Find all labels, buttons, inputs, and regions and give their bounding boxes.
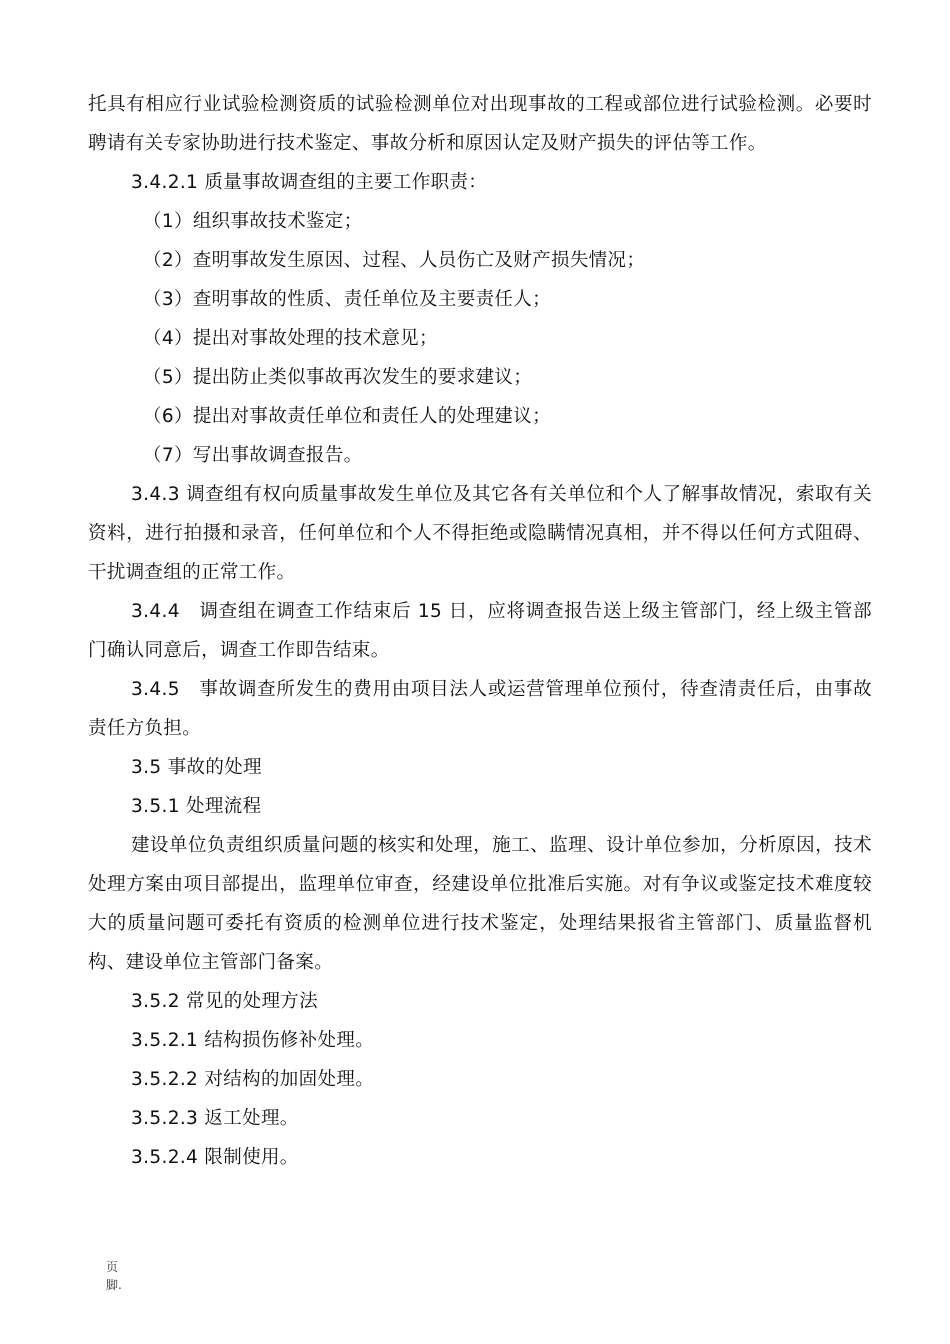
duty-item-7: （7）写出事故调查报告。 bbox=[143, 445, 363, 466]
section-3-5-2-2: 3.5.2.2 对结构的加固处理。 bbox=[131, 1069, 375, 1090]
section-3-5-2-1: 3.5.2.1 结构损伤修补处理。 bbox=[131, 1030, 375, 1051]
section-3-4-3: 3.4.3 调查组有权向质量事故发生单位及其它各有关单位和个人了解事故情况，索取有关资料，进行拍摄和录音，任何单位和个人不得拒绝或隐瞒情况真相，并不得以任何方式阻碍、干扰调查组的正常工作。 bbox=[88, 484, 872, 583]
section-3-5-1-heading: 3.5.1 处理流程 bbox=[131, 796, 262, 817]
section-3-4-4: 3.4.4 调查组在调查工作结束后 15 日，应将调查报告送上级主管部门，经上级主管部门确认同意后，调查工作即告结束。 bbox=[88, 601, 872, 661]
document-body bbox=[88, 85, 872, 1177]
duty-item-6: （6）提出对事故责任单位和责任人的处理建议； bbox=[143, 406, 551, 427]
duty-item-3: （3）查明事故的性质、责任单位及主要责任人； bbox=[143, 289, 551, 310]
section-3-5-2-3: 3.5.2.3 返工处理。 bbox=[131, 1108, 299, 1129]
duty-item-1: （1）组织事故技术鉴定； bbox=[143, 211, 363, 232]
section-3-5-2-heading: 3.5.2 常见的处理方法 bbox=[131, 991, 319, 1012]
footer-line-2: 脚. bbox=[106, 1278, 122, 1292]
footer-line-1: 页 bbox=[106, 1260, 119, 1274]
paragraph-continuation: 托具有相应行业试验检测资质的试验检测单位对出现事故的工程或部位进行试验检测。必要时聘请有关专家协助进行技术鉴定、事故分析和原因认定及财产损失的评估等工作。 bbox=[88, 94, 872, 154]
section-3-4-5: 3.4.5 事故调查所发生的费用由项目法人或运营管理单位预付，待查清责任后，由事故责任方负担。 bbox=[88, 679, 872, 739]
section-3-5-2-4: 3.5.2.4 限制使用。 bbox=[131, 1147, 299, 1168]
section-3-5-1-body: 建设单位负责组织质量问题的核实和处理，施工、监理、设计单位参加，分析原因，技术处理方案由项目部提出，监理单位审查，经建设单位批准后实施。对有争议或鉴定技术难度较大的质量问题可委托有资质的检测单位进行技术鉴定，处理结果报省主管部门、质量监督机构、建设单位主管部门备案。 bbox=[88, 835, 872, 973]
section-3-5-heading: 3.5 事故的处理 bbox=[131, 757, 262, 778]
page-footer bbox=[106, 1258, 122, 1294]
duty-item-2: （2）查明事故发生原因、过程、人员伤亡及财产损失情况； bbox=[143, 250, 646, 271]
duty-item-5: （5）提出防止类似事故再次发生的要求建议； bbox=[143, 367, 533, 388]
section-3-4-2-1-heading: 3.4.2.1 质量事故调查组的主要工作职责： bbox=[131, 172, 488, 193]
duty-item-4: （4）提出对事故处理的技术意见； bbox=[143, 328, 438, 349]
